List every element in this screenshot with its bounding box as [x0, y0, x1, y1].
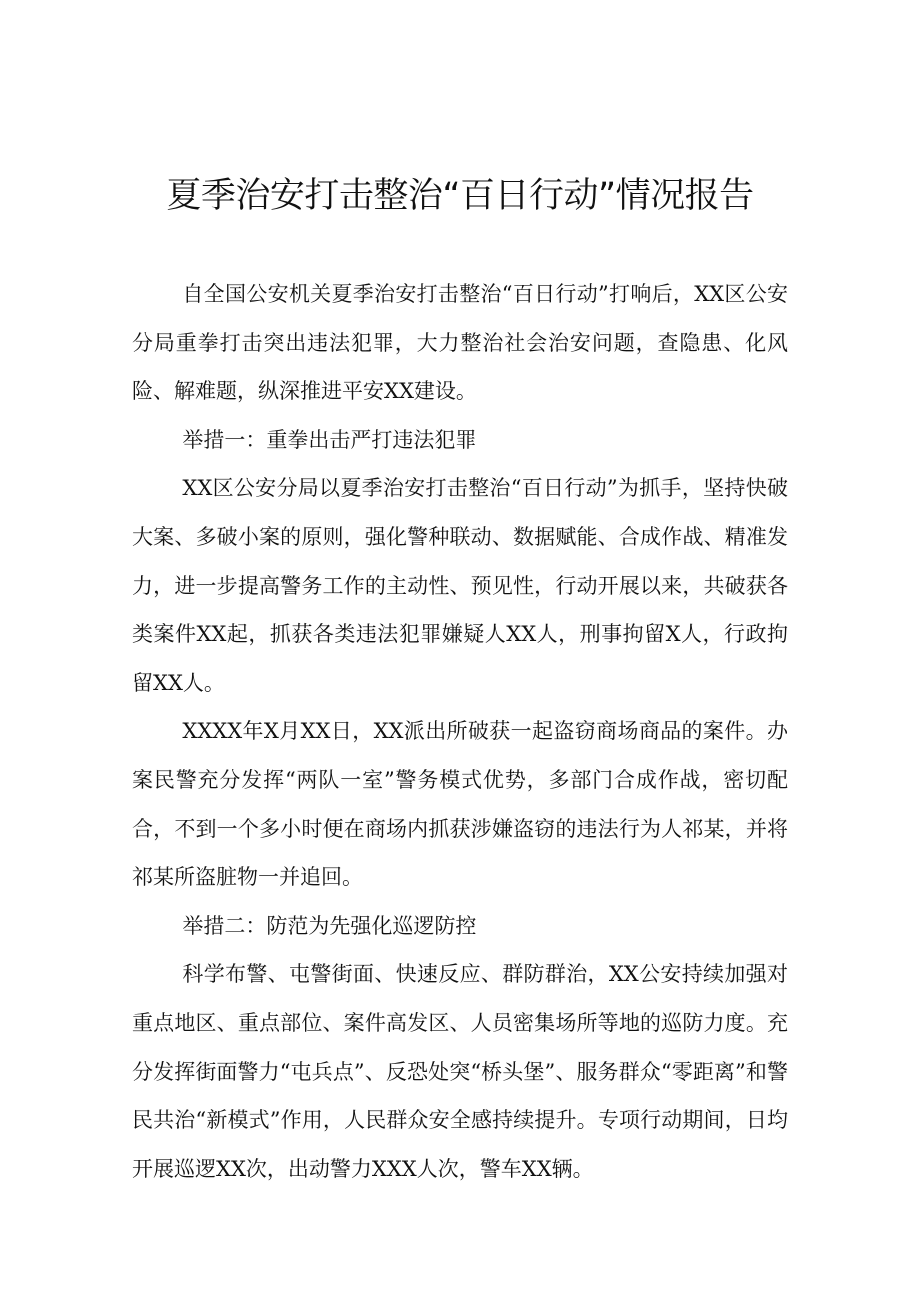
intro-paragraph: 自全国公安机关夏季治安打击整治“百日行动”打响后，XX区公安分局重拳打击突出违法犯罪，大力整治社会治安问题，查隐患、化风险、解难题，纵深推进平安XX建设。 [132, 282, 788, 404]
section-1-heading: 举措一：重拳出击严打违法犯罪 [182, 427, 477, 452]
section-1-paragraph-2: XXXX年X月XX日，XX派出所破获一起盗窃商场商品的案件。办案民警充分发挥“两队一室”警务模式优势，多部门合成作战，密切配合，不到一个多小时便在商场内抓获涉嫌盗窃的违法行为人祁某，并将祁某所盗脏物一并追回。 [132, 719, 788, 890]
section-2-heading: 举措二：防范为先强化巡逻防控 [182, 913, 477, 938]
section-1-paragraph-1: XX区公安分局以夏季治安打击整治“百日行动”为抓手，坚持快破大案、多破小案的原则，强化警种联动、数据赋能、合成作战、精准发力，进一步提高警务工作的主动性、预见性，行动开展以来，共破获各类案件XX起，抓获各类违法犯罪嫌疑人XX人，刑事拘留X人，行政拘留XX人。 [132, 476, 788, 695]
document-title: 夏季治安打击整治“百日行动”情况报告 [166, 176, 754, 216]
document-body [132, 270, 788, 1193]
section-2-paragraph-1: 科学布警、屯警街面、快速反应、群防群治，XX公安持续加强对重点地区、重点部位、案件高发区、人员密集场所等地的巡防力度。充分发挥街面警力“屯兵点”、反恐处突“桥头堡”、服务群众“零距离”和警民共治“新模式”作用，人民群众安全感持续提升。专项行动期间，日均开展巡逻XX次，出动警力XXX人次，警车XX辆。 [132, 962, 788, 1181]
